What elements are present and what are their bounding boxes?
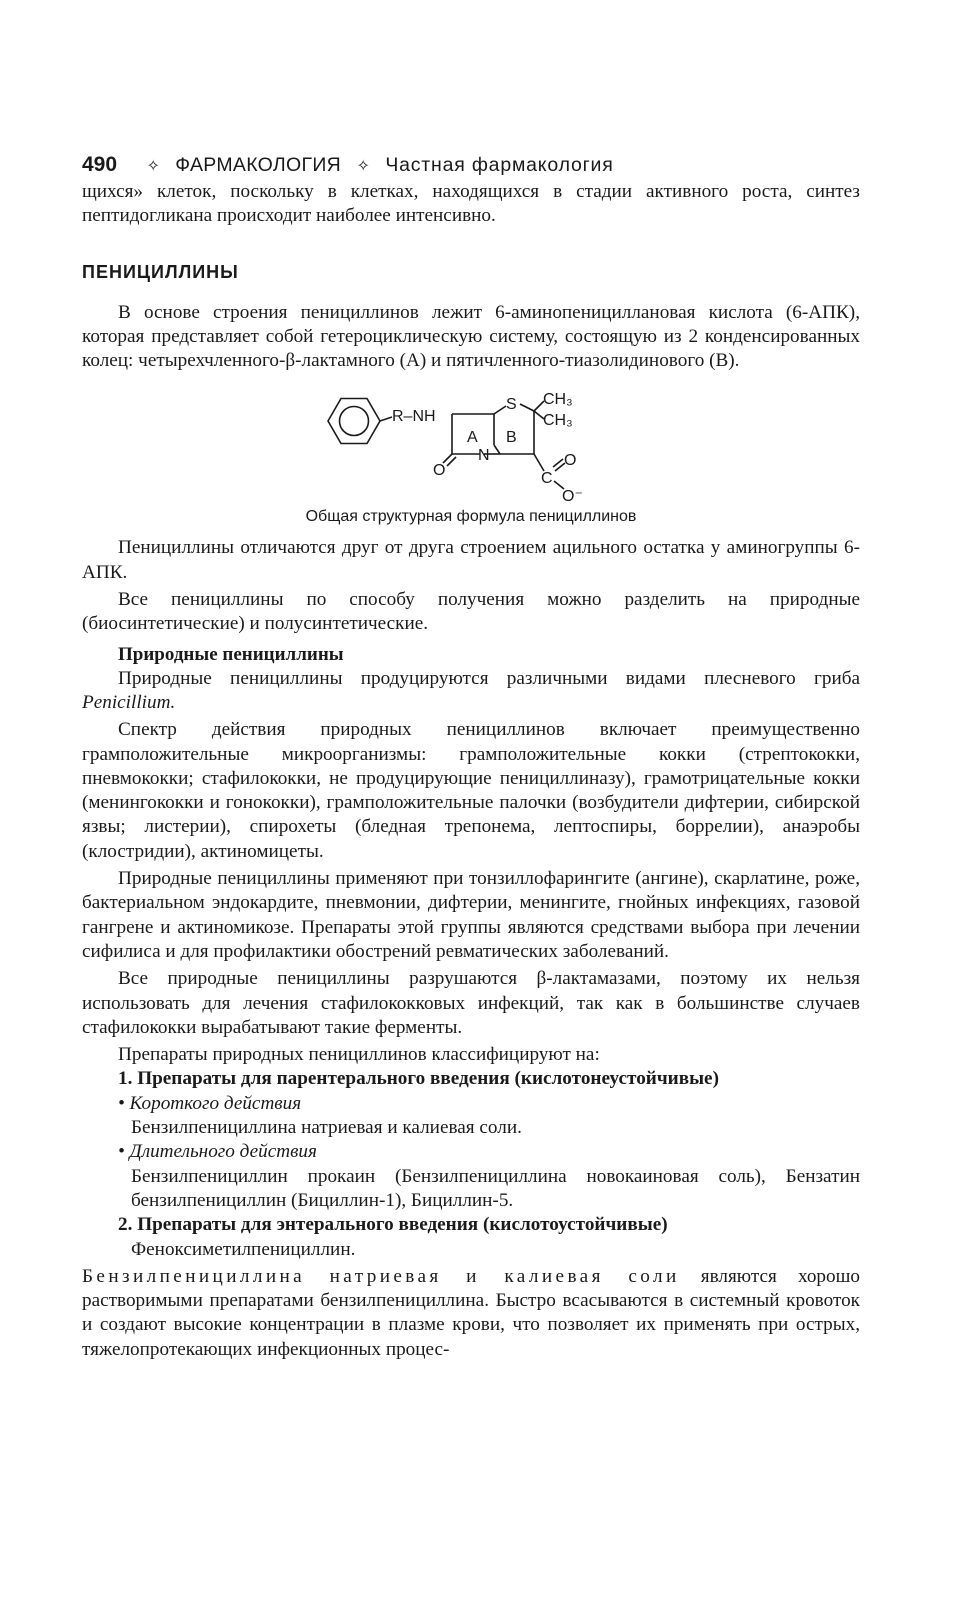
classify-paragraph: Препараты природных пенициллинов классифицируют на:: [118, 1044, 600, 1066]
genus-name: Penicillium.: [82, 691, 176, 713]
list-item-parenteral: 1. Препараты для парентерального введения (кислотонеустойчивые): [118, 1068, 719, 1090]
formula-r-nh: R–NH: [392, 408, 436, 426]
differ-paragraph: Пенициллины отличаются друг от друга строением ацильного остатка у аминогруппы 6-АПК.: [82, 537, 860, 583]
bullet-short-acting: • Короткого действия: [118, 1092, 302, 1114]
formula-oxygen-double: O: [564, 452, 577, 470]
header-subsection: Частная фармакология: [385, 154, 614, 176]
lactamase-paragraph: Все природные пенициллины разрушаются β-лактамазами, поэтому их нельзя использовать для лечения стафилококковых инфекций, так как в большинстве случаев стафилококки вырабатывают такие ферменты.: [82, 968, 860, 1038]
short-acting-drugs: Бензилпенициллина натриевая и калиевая соли.: [131, 1117, 522, 1139]
divide-paragraph: Все пенициллины по способу получения можно разделить на природные (биосинтетические) и полусинтетические.: [82, 589, 860, 635]
subsection-heading: Природные пенициллины: [118, 643, 344, 665]
last-paragraph: [82, 1265, 860, 1362]
header-section: ФАРМАКОЛОГИЯ: [175, 154, 342, 176]
page-number: 490: [82, 153, 118, 176]
section-heading: ПЕНИЦИЛЛИНЫ: [82, 261, 239, 282]
drug-name-spaced: Бензилпенициллина натриевая и калиевая соли: [82, 1265, 680, 1287]
penicillin-formula-svg: [312, 379, 612, 504]
diamond-icon: ✧: [356, 158, 370, 175]
diamond-icon: ✧: [146, 158, 160, 175]
formula-nitrogen: N: [478, 447, 490, 465]
intro-paragraph: щихся» клеток, поскольку в клетках, находящихся в стадии активного роста, синтез пептидогликана происходит наиболее интенсивно.: [82, 181, 860, 227]
benzene-ring: [328, 399, 380, 444]
page: [82, 150, 860, 1362]
enteral-drugs: Феноксиметилпенициллин.: [131, 1238, 356, 1260]
formula-sulfur: S: [506, 396, 517, 414]
structure-paragraph: В основе строения пенициллинов лежит 6-аминопенициллановая кислота (6-АПК), которая представляет собой гетероциклическую систему, состоящую из 2 конденсированных колец: четырехчленного-β-лактамного (А) и пятичленного-тиазолидинового (В).: [82, 301, 860, 372]
usage-paragraph: Природные пенициллины применяют при тонзиллофарингите (ангине), скарлатине, роже, бактериальном эндокардите, пневмонии, дифтерии, менингите, гнойных инфекциях, газовой гангрене и актиномикозе. Препараты этой группы являются средствами выбора при лечении сифилиса и для профилактики обострений ревматических заболеваний.: [82, 868, 860, 962]
formula-ch3-top: CH₃: [543, 391, 573, 409]
natural-paragraph-text: Природные пенициллины продуцируются различными видами плесневого гриба: [118, 667, 860, 689]
figure-caption: Общая структурная формула пенициллинов: [305, 508, 637, 526]
ring-b-label: B: [506, 429, 517, 447]
spectrum-paragraph: Спектр действия природных пенициллинов включает преимущественно грамположительные микроорганизмы: грамположительные кокки (стрептококки, пневмококки; стафилококки, не продуцирующие пенициллиназу), грамотрицательные кокки (менингококки и гонококки), грамположительные палочки (возбудители дифтерии, сибирской язвы; листерии), спирохеты (бледная трепонема, лептоспиры, боррелии), анаэробы (клостридии), актиномицеты.: [82, 719, 860, 862]
formula-carbon: C: [541, 470, 553, 488]
natural-paragraph: [82, 667, 860, 716]
formula-carbonyl-oxygen: O: [433, 462, 446, 480]
last-paragraph-text: являются хорошо растворимыми препаратами бензилпенициллина. Быстро всасываются в системный кровоток и создают высокие концентрации в плазме крови, что позволяет их применять при острых, тяжелопротекающих инфекционных процес-: [82, 1265, 860, 1360]
bullet-long-acting: • Длительного действия: [118, 1141, 317, 1163]
formula-ch3-bottom: CH₃: [543, 412, 573, 430]
ring-a-label: A: [467, 429, 478, 447]
formula-oxygen-minus: O⁻: [562, 488, 583, 505]
benzene-inner-circle: [340, 407, 369, 436]
list-item-enteral: 2. Препараты для энтерального введения (кислотоустойчивые): [118, 1214, 668, 1236]
long-acting-drugs: Бензилпенициллин прокаин (Бензилпенициллина новокаиновая соль), Бензатин бензилпенициллин (Бициллин-1), Бициллин-5.: [131, 1165, 860, 1211]
structural-formula: [82, 379, 860, 506]
running-header: [82, 150, 860, 180]
